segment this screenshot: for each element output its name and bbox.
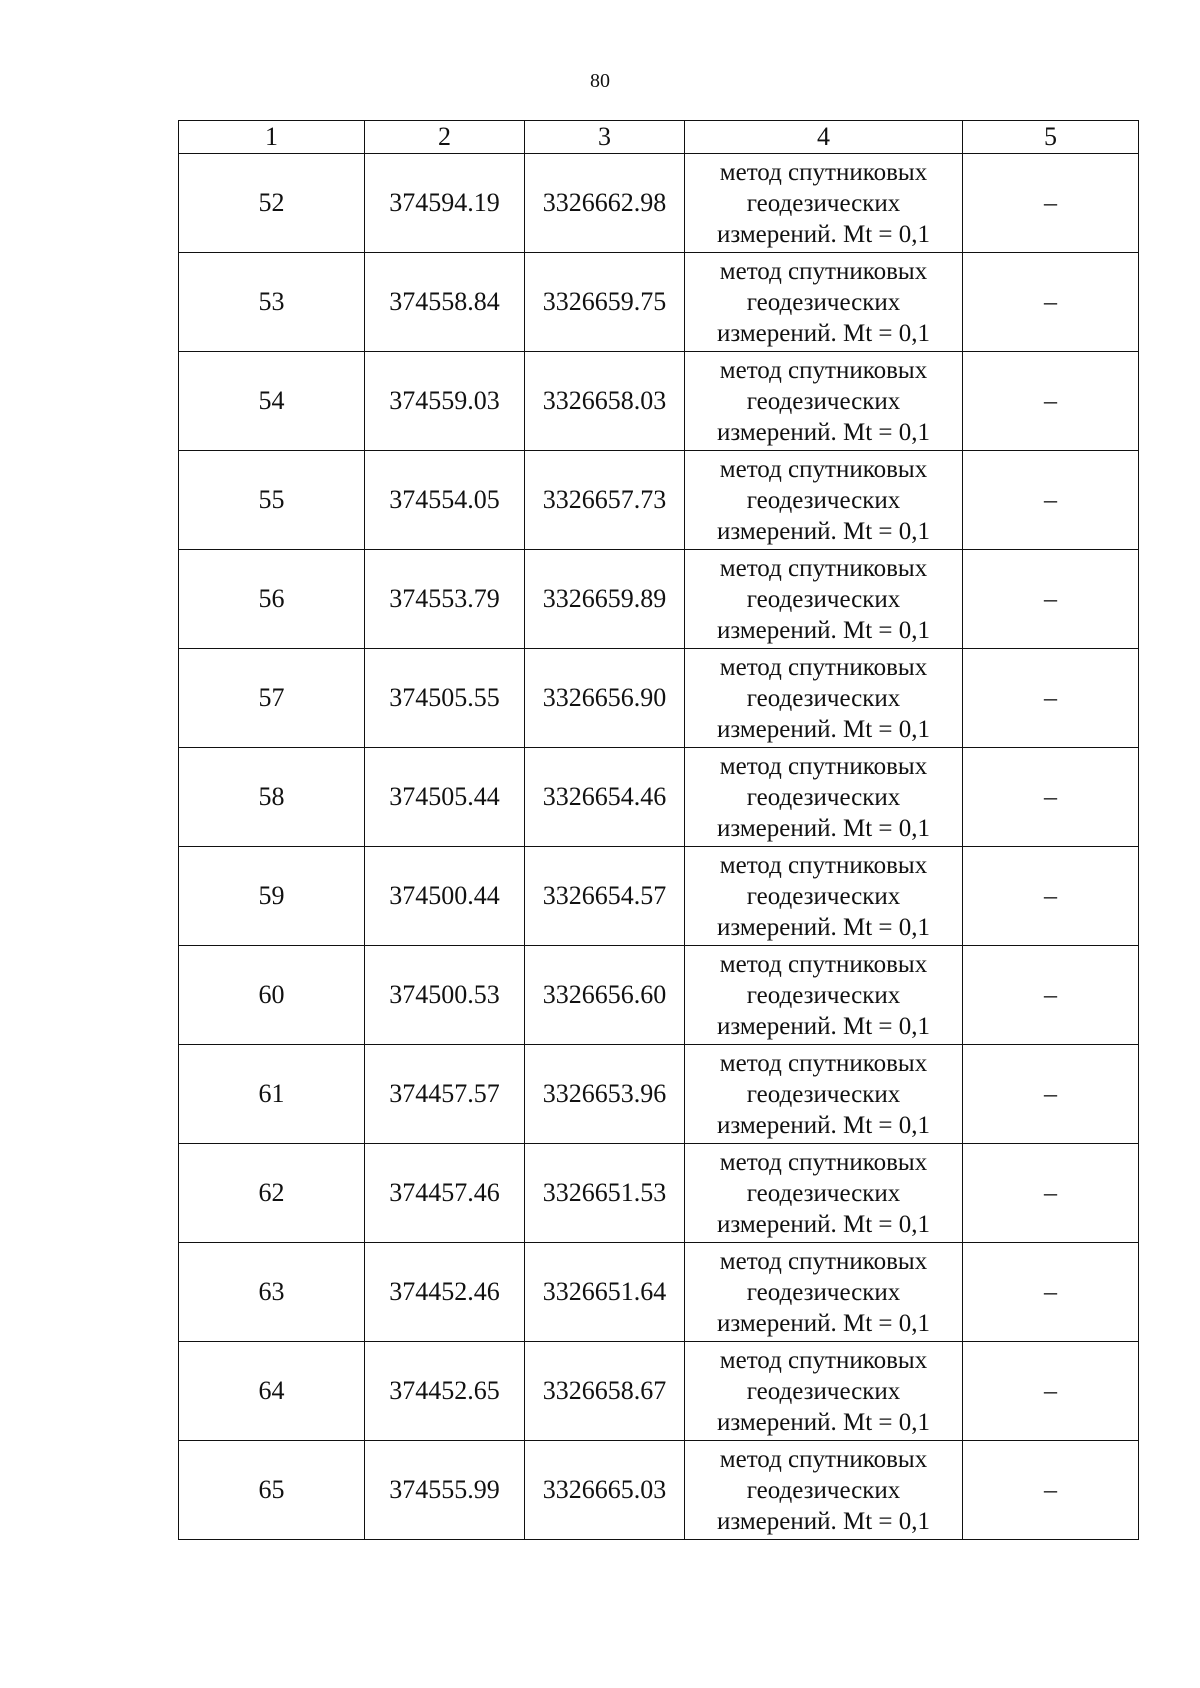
note-cell: – bbox=[963, 253, 1139, 352]
point-number-cell: 62 bbox=[179, 1144, 365, 1243]
method-line: измерений. Mt = 0,1 bbox=[716, 1507, 931, 1535]
method-line: метод спутниковых bbox=[719, 752, 928, 780]
note-cell: – bbox=[963, 451, 1139, 550]
method-line: метод спутниковых bbox=[719, 851, 928, 879]
x-coordinate-cell: 374555.99 bbox=[365, 1441, 525, 1540]
note-cell: – bbox=[963, 1243, 1139, 1342]
table-row bbox=[179, 550, 1139, 649]
point-number-cell: 60 bbox=[179, 946, 365, 1045]
x-coordinate-cell: 374457.57 bbox=[365, 1045, 525, 1144]
y-coordinate-cell: 3326654.46 bbox=[525, 748, 685, 847]
method-cell bbox=[685, 253, 963, 352]
table-row bbox=[179, 649, 1139, 748]
page-number: 80 bbox=[590, 70, 610, 92]
method-line: измерений. Mt = 0,1 bbox=[716, 1408, 931, 1436]
column-header-1: 1 bbox=[179, 121, 365, 154]
table-row bbox=[179, 1342, 1139, 1441]
x-coordinate-cell: 374594.19 bbox=[365, 154, 525, 253]
point-number-cell: 63 bbox=[179, 1243, 365, 1342]
table-row bbox=[179, 1243, 1139, 1342]
x-coordinate-cell: 374457.46 bbox=[365, 1144, 525, 1243]
table-row bbox=[179, 946, 1139, 1045]
note-cell: – bbox=[963, 847, 1139, 946]
table-row bbox=[179, 352, 1139, 451]
method-line: измерений. Mt = 0,1 bbox=[716, 715, 931, 743]
column-header-4: 4 bbox=[685, 121, 963, 154]
table-header bbox=[179, 121, 1139, 154]
table-row bbox=[179, 847, 1139, 946]
table-row bbox=[179, 1045, 1139, 1144]
y-coordinate-cell: 3326658.03 bbox=[525, 352, 685, 451]
y-coordinate-cell: 3326659.75 bbox=[525, 253, 685, 352]
method-line: геодезических bbox=[746, 684, 901, 712]
method-line: измерений. Mt = 0,1 bbox=[716, 1309, 931, 1337]
column-header-5: 5 bbox=[963, 121, 1139, 154]
method-line: геодезических bbox=[746, 387, 901, 415]
method-line: метод спутниковых bbox=[719, 455, 928, 483]
method-cell bbox=[685, 748, 963, 847]
method-line: измерений. Mt = 0,1 bbox=[716, 1210, 931, 1238]
y-coordinate-cell: 3326657.73 bbox=[525, 451, 685, 550]
method-line: геодезических bbox=[746, 1080, 901, 1108]
y-coordinate-cell: 3326651.53 bbox=[525, 1144, 685, 1243]
method-line: метод спутниковых bbox=[719, 356, 928, 384]
y-coordinate-cell: 3326653.96 bbox=[525, 1045, 685, 1144]
method-line: измерений. Mt = 0,1 bbox=[716, 1012, 931, 1040]
point-number-cell: 52 bbox=[179, 154, 365, 253]
method-line: геодезических bbox=[746, 1476, 901, 1504]
method-cell bbox=[685, 550, 963, 649]
point-number-cell: 59 bbox=[179, 847, 365, 946]
point-number-cell: 57 bbox=[179, 649, 365, 748]
method-line: метод спутниковых bbox=[719, 653, 928, 681]
method-cell bbox=[685, 847, 963, 946]
note-cell: – bbox=[963, 748, 1139, 847]
point-number-cell: 58 bbox=[179, 748, 365, 847]
note-cell: – bbox=[963, 1144, 1139, 1243]
method-line: геодезических bbox=[746, 783, 901, 811]
method-line: геодезических bbox=[746, 1377, 901, 1405]
method-line: измерений. Mt = 0,1 bbox=[716, 517, 931, 545]
point-number-cell: 54 bbox=[179, 352, 365, 451]
method-line: измерений. Mt = 0,1 bbox=[716, 1111, 931, 1139]
note-cell: – bbox=[963, 946, 1139, 1045]
method-cell bbox=[685, 649, 963, 748]
y-coordinate-cell: 3326659.89 bbox=[525, 550, 685, 649]
method-line: метод спутниковых bbox=[719, 1148, 928, 1176]
column-header-3: 3 bbox=[525, 121, 685, 154]
point-number-cell: 53 bbox=[179, 253, 365, 352]
method-line: геодезических bbox=[746, 189, 901, 217]
x-coordinate-cell: 374554.05 bbox=[365, 451, 525, 550]
method-line: геодезических bbox=[746, 486, 901, 514]
table-body bbox=[179, 154, 1139, 1540]
method-cell bbox=[685, 1441, 963, 1540]
header-row bbox=[179, 121, 1139, 154]
method-cell bbox=[685, 946, 963, 1045]
method-cell bbox=[685, 1342, 963, 1441]
y-coordinate-cell: 3326656.90 bbox=[525, 649, 685, 748]
x-coordinate-cell: 374559.03 bbox=[365, 352, 525, 451]
method-line: измерений. Mt = 0,1 bbox=[716, 616, 931, 644]
x-coordinate-cell: 374505.55 bbox=[365, 649, 525, 748]
point-number-cell: 56 bbox=[179, 550, 365, 649]
method-line: метод спутниковых bbox=[719, 158, 928, 186]
table-row bbox=[179, 154, 1139, 253]
method-line: геодезических bbox=[746, 1179, 901, 1207]
point-number-cell: 64 bbox=[179, 1342, 365, 1441]
method-line: метод спутниковых bbox=[719, 1445, 928, 1473]
note-cell: – bbox=[963, 1045, 1139, 1144]
method-line: геодезических bbox=[746, 1278, 901, 1306]
table-row bbox=[179, 1144, 1139, 1243]
table-row bbox=[179, 253, 1139, 352]
x-coordinate-cell: 374553.79 bbox=[365, 550, 525, 649]
table-row bbox=[179, 451, 1139, 550]
method-line: метод спутниковых bbox=[719, 1247, 928, 1275]
note-cell: – bbox=[963, 1342, 1139, 1441]
x-coordinate-cell: 374558.84 bbox=[365, 253, 525, 352]
note-cell: – bbox=[963, 1441, 1139, 1540]
note-cell: – bbox=[963, 649, 1139, 748]
method-line: геодезических bbox=[746, 981, 901, 1009]
method-line: метод спутниковых bbox=[719, 1049, 928, 1077]
method-cell bbox=[685, 451, 963, 550]
point-number-cell: 55 bbox=[179, 451, 365, 550]
x-coordinate-cell: 374500.44 bbox=[365, 847, 525, 946]
x-coordinate-cell: 374500.53 bbox=[365, 946, 525, 1045]
method-line: измерений. Mt = 0,1 bbox=[716, 319, 931, 347]
y-coordinate-cell: 3326654.57 bbox=[525, 847, 685, 946]
method-line: геодезических bbox=[746, 585, 901, 613]
y-coordinate-cell: 3326662.98 bbox=[525, 154, 685, 253]
point-number-cell: 61 bbox=[179, 1045, 365, 1144]
y-coordinate-cell: 3326656.60 bbox=[525, 946, 685, 1045]
method-line: метод спутниковых bbox=[719, 554, 928, 582]
method-cell bbox=[685, 1045, 963, 1144]
method-line: измерений. Mt = 0,1 bbox=[716, 913, 931, 941]
coordinates-table bbox=[178, 120, 1139, 1540]
method-cell bbox=[685, 1144, 963, 1243]
method-line: геодезических bbox=[746, 882, 901, 910]
table-row bbox=[179, 748, 1139, 847]
column-header-2: 2 bbox=[365, 121, 525, 154]
method-line: измерений. Mt = 0,1 bbox=[716, 814, 931, 842]
x-coordinate-cell: 374452.65 bbox=[365, 1342, 525, 1441]
method-cell bbox=[685, 352, 963, 451]
y-coordinate-cell: 3326651.64 bbox=[525, 1243, 685, 1342]
y-coordinate-cell: 3326658.67 bbox=[525, 1342, 685, 1441]
method-line: геодезических bbox=[746, 288, 901, 316]
method-cell bbox=[685, 1243, 963, 1342]
method-line: метод спутниковых bbox=[719, 950, 928, 978]
point-number-cell: 65 bbox=[179, 1441, 365, 1540]
x-coordinate-cell: 374505.44 bbox=[365, 748, 525, 847]
note-cell: – bbox=[963, 352, 1139, 451]
note-cell: – bbox=[963, 154, 1139, 253]
y-coordinate-cell: 3326665.03 bbox=[525, 1441, 685, 1540]
x-coordinate-cell: 374452.46 bbox=[365, 1243, 525, 1342]
method-cell bbox=[685, 154, 963, 253]
note-cell: – bbox=[963, 550, 1139, 649]
method-line: измерений. Mt = 0,1 bbox=[716, 220, 931, 248]
method-line: метод спутниковых bbox=[719, 257, 928, 285]
table-row bbox=[179, 1441, 1139, 1540]
method-line: измерений. Mt = 0,1 bbox=[716, 418, 931, 446]
method-line: метод спутниковых bbox=[719, 1346, 928, 1374]
